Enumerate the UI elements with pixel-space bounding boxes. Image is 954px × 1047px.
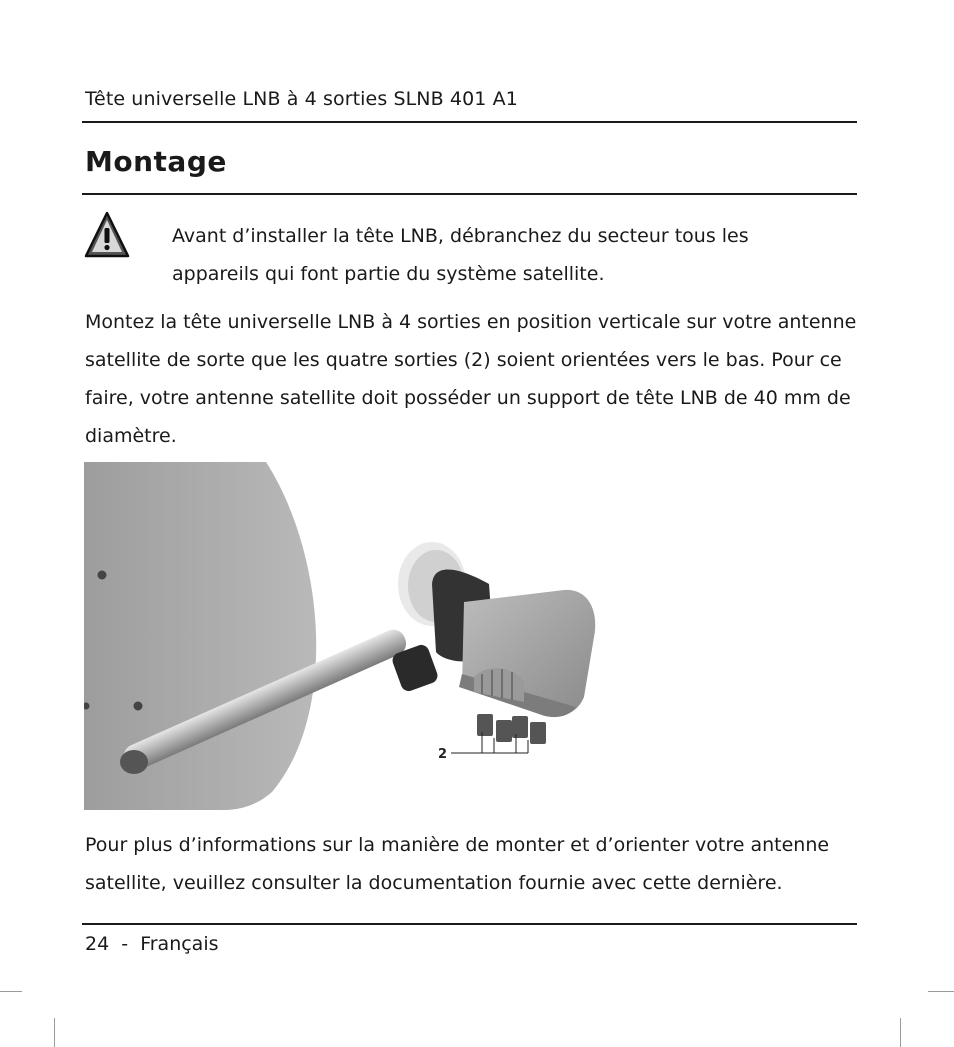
callout-label: 2 [438, 747, 448, 762]
warning-triangle-icon [84, 210, 130, 260]
title-rule [82, 193, 857, 195]
lnb-mounting-photo [84, 462, 624, 810]
running-header: Tête universelle LNB à 4 sorties SLNB 401 A1 [85, 88, 518, 110]
page-footer: 24 - Français [85, 933, 219, 955]
section-title: Montage [85, 145, 227, 178]
crop-mark [54, 1018, 55, 1047]
body-paragraph-1: Montez la tête universelle LNB à 4 sorties en position verticale sur votre antenne satellite de sorte que les quatre sorties (2) soient orientées vers le bas. Pour ce faire, votre antenne satellite doit posséder un support de tête LNB de 40 mm de diamètre. [85, 311, 857, 447]
header-rule [82, 121, 857, 123]
body-paragraph-2: Pour plus d’informations sur la manière de monter et d’orienter votre antenne satellite, veuillez consulter la documentation fournie avec cette dernière. [85, 834, 830, 894]
crop-mark [0, 991, 22, 992]
crop-mark [928, 991, 954, 992]
footer-rule [82, 923, 857, 925]
warning-text: Avant d’installer la tête LNB, débranchez du secteur tous les appareils qui font partie du système satellite. [172, 225, 749, 285]
crop-mark [900, 1018, 901, 1047]
